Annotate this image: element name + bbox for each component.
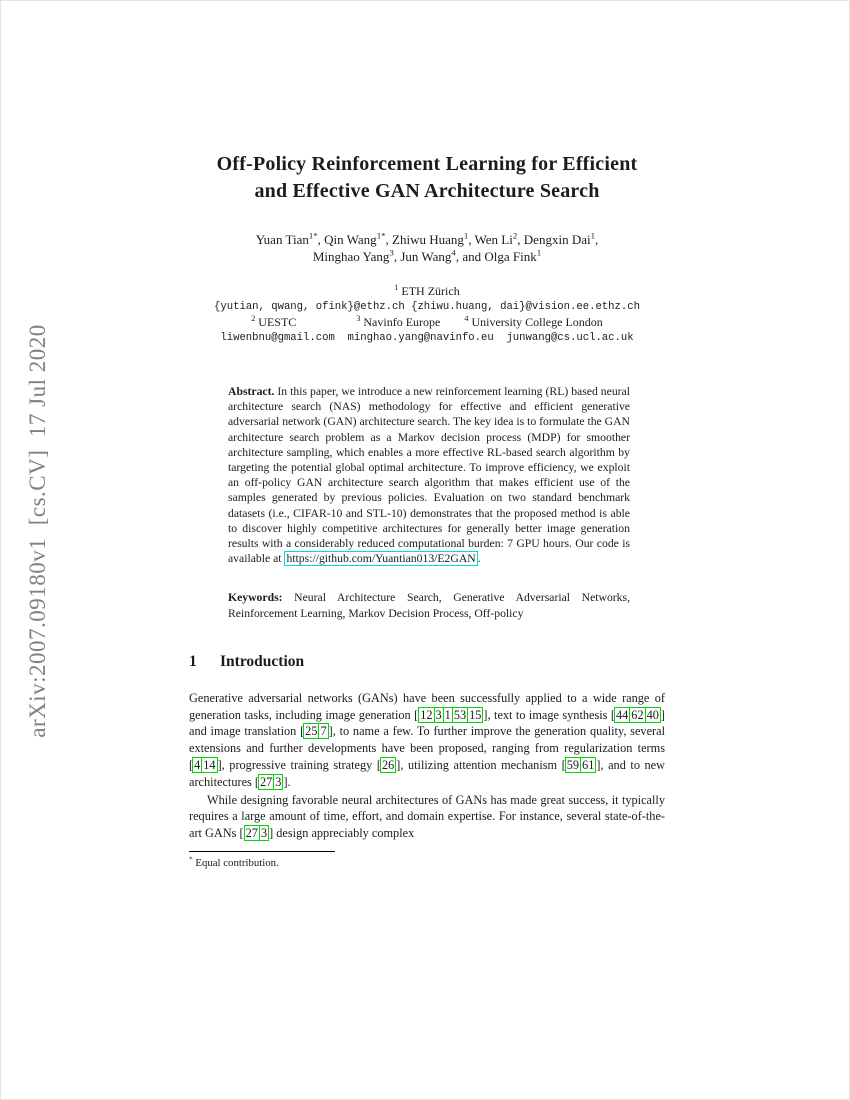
superscript: 1* — [376, 230, 386, 241]
citation-ref[interactable]: 7 — [320, 724, 327, 739]
author-line-1: Yuan Tian$^{1*}$, Qin Wang$^{1*}$, Zhiwu Huang$^1$, Wen Li$^2$, Dengxin Dai$^1$, — [255, 230, 599, 247]
affiliations-block — [189, 284, 665, 346]
citation-ref[interactable]: 61 — [582, 758, 595, 773]
superscript: 1 — [394, 283, 399, 292]
affiliation-line-2: $^2$ UESTC $^3$ Navinfo Europe $^4$ University College London — [251, 314, 603, 329]
footnote-equal-contribution: * Equal contribution. — [189, 854, 279, 870]
citation-ref[interactable]: 3 — [275, 774, 282, 789]
citation-ref[interactable]: 40 — [646, 707, 659, 722]
citation-ref[interactable]: 53 — [453, 707, 467, 722]
authors-block — [189, 231, 665, 265]
citation-ref[interactable]: 62 — [631, 707, 644, 722]
superscript: * — [189, 854, 193, 864]
section-heading-introduction — [189, 653, 665, 671]
citation-ref[interactable]: 4 — [194, 758, 201, 773]
intro-paragraph-1: Generative adversarial networks (GANs) have been successfully applied to a wide range of generation tasks, including image generation [ 12 3 1 53 15 ], text to image synthesis [44 62 40 ] and image translation [25 7 ], to name a few. To further improve the generation quality, several extensions and further developments have been proposed, ranging from regularization terms [4 14 ], progressive training strategy [26 ], utilizing attention mechanism [59 61 ], and to new architectures [27 3 ]. — [189, 690, 666, 789]
bold-label: Abstract. — [228, 385, 275, 398]
affiliation-emails-2: liwenbnu@gmail.com minghao.yang@navinfo.eu junwang@cs.ucl.ac.uk — [220, 331, 634, 344]
citation-ref[interactable]: 44 — [616, 707, 629, 722]
superscript: 2 — [512, 230, 518, 241]
superscript: 1 — [463, 230, 469, 241]
affiliation-line-1: $^1$ ETH Zürich — [394, 283, 460, 298]
citation-ref[interactable]: 26 — [381, 758, 395, 773]
citation-ref[interactable]: 25 — [305, 724, 318, 739]
citation-ref[interactable]: 3 — [260, 826, 268, 841]
citation-ref[interactable]: 14 — [203, 758, 216, 773]
section-number: 1 — [189, 652, 197, 670]
affiliation-emails-1: {yutian, qwang, ofink}@ethz.ch {zhiwu.huang, dai}@vision.ee.ethz.ch — [214, 300, 640, 313]
superscript: 2 — [251, 314, 256, 323]
author-line-2: Minghao Yang$^3$, Jun Wang$^4$, and Olga Fink$^1$ — [312, 247, 542, 264]
paper-title-line-1: Off-Policy Reinforcement Learning for Efficient — [216, 153, 638, 175]
superscript: 3 — [389, 247, 394, 258]
paper-content — [189, 151, 665, 870]
code-repo-link[interactable]: https://github.com/Yuantian013/E2GAN — [286, 552, 476, 566]
keywords: Keywords: Neural Architecture Search, Generative Adversarial Networks, Reinforcement Learning, Markov Decision Process, Off-policy — [228, 591, 630, 620]
paper-title-line-2: and Effective GAN Architecture Search — [254, 180, 600, 202]
citation-ref[interactable]: 27 — [245, 826, 258, 841]
section-title: Introduction — [220, 652, 305, 670]
superscript: 4 — [464, 314, 469, 323]
intro-paragraph-2: While designing favorable neural architectures of GANs has made great success, it typically requires a large amount of time, effort, and domain expertise. For instance, several state-of-the-art GANs [ 27 3 ] design appreciably complex — [189, 792, 665, 841]
bold-label: Keywords: — [228, 591, 283, 605]
superscript: 1 — [536, 247, 542, 258]
superscript: 1 — [590, 230, 596, 241]
abstract: Abstract. In this paper, we introduce a new reinforcement learning (RL) based neural architecture search (NAS) methodology for effective and efficient generative adversarial network (GAN) architecture search. The key idea is to formulate the GAN architecture search problem as a Markov decision process (MDP) for smoother architecture sampling, which enables a more effective RL-based search algorithm by targeting the potential global optimal architecture. To improve efficiency, we exploit an off-policy GAN architecture search algorithm that makes efficient use of the samples generated by previous policies. Evaluation on two standard benchmark datasets (i.e., CIFAR-10 and STL-10) demonstrates that the proposed method is able to discover highly competitive architectures for generally better image generation results with a considerably reduced computational burden: 7 GPU hours. Our code is available at https://github.com/Yuantian013/E2GAN . — [228, 385, 630, 566]
superscript: 4 — [451, 247, 456, 258]
citation-ref[interactable]: 27 — [259, 774, 273, 789]
citation-ref[interactable]: 12 — [420, 707, 433, 722]
citation-ref[interactable]: 15 — [469, 707, 482, 722]
superscript: 1* — [308, 230, 318, 241]
paper-title — [189, 151, 665, 205]
footnote-rule — [189, 851, 335, 852]
superscript: 3 — [356, 314, 361, 323]
arxiv-watermark: arXiv:2007.09180v1 [cs.CV] 17 Jul 2020 — [25, 324, 50, 738]
citation-ref[interactable]: 3 — [435, 707, 442, 722]
citation-ref[interactable]: 1 — [444, 707, 451, 722]
citation-ref[interactable]: 59 — [566, 758, 580, 773]
